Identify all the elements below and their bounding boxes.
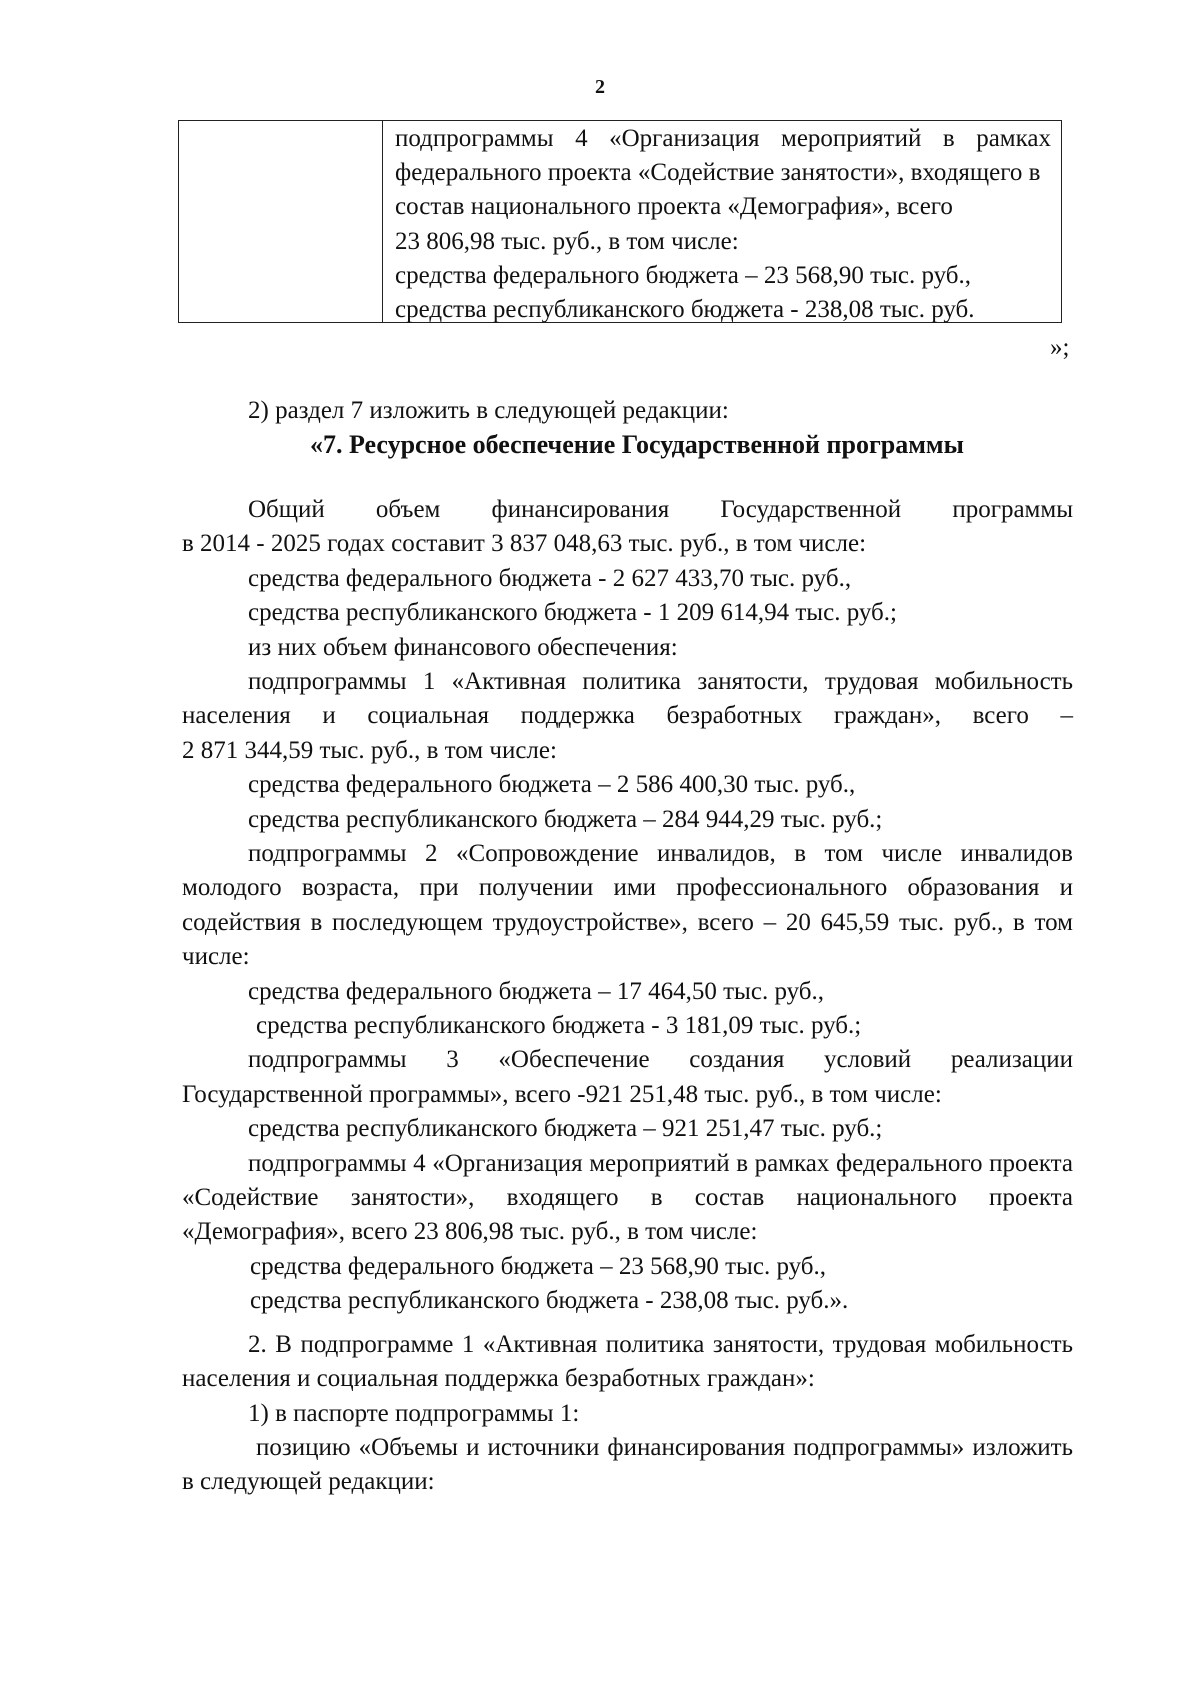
table-line: состав национального проекта «Демография», всего	[395, 193, 953, 221]
paragraph-line: «Демография», всего 23 806,98 тыс. руб., в том числе:	[182, 1218, 758, 1245]
item-2-text: 2) раздел 7 изложить в следующей редакции:	[248, 397, 729, 424]
section-heading: «7. Ресурсное обеспечение Государственной программы	[310, 430, 964, 459]
paragraph-line: средства республиканского бюджета - 1 209 614,94 тыс. руб.;	[248, 599, 897, 626]
paragraph-line: числе:	[182, 943, 250, 970]
paragraph-line: в следующей редакции:	[182, 1468, 435, 1495]
table-line: подпрограммы 4 «Организация мероприятий в рамках	[395, 125, 1051, 152]
paragraph-line: из них объем финансового обеспечения:	[248, 634, 678, 661]
table-line: 23 806,98 тыс. руб., в том числе:	[395, 227, 739, 255]
paragraph-line: 1) в паспорте подпрограммы 1:	[248, 1400, 580, 1427]
paragraph-line: средства федерального бюджета – 23 568,90 тыс. руб.,	[250, 1253, 827, 1280]
paragraph-line: 2. В подпрограмме 1 «Активная политика занятости, трудовая мобильность	[248, 1331, 1073, 1358]
table-line: средства федерального бюджета – 23 568,90 тыс. руб.,	[395, 261, 972, 289]
paragraph-line: средства республиканского бюджета – 921 251,47 тыс. руб.;	[248, 1115, 883, 1142]
paragraph-line: средства республиканского бюджета - 238,08 тыс. руб.».	[250, 1287, 849, 1314]
table-right-cell	[383, 121, 1061, 322]
paragraph-line: содействия в последующем трудоустройстве», всего – 20 645,59 тыс. руб., в том	[182, 909, 1073, 936]
table-left-cell	[179, 121, 383, 322]
funding-table	[178, 120, 1062, 323]
paragraph-line: позицию «Объемы и источники финансирования подпрограммы» изложить	[256, 1434, 1073, 1461]
table-line: федерального проекта «Содействие занятости», входящего в	[395, 159, 1041, 187]
page-number: 2	[595, 76, 605, 98]
paragraph-line: 2 871 344,59 тыс. руб., в том числе:	[182, 737, 557, 764]
paragraph-line: подпрограммы 3 «Обеспечение создания условий реализации	[248, 1046, 1073, 1073]
closing-quote: »;	[1050, 334, 1070, 361]
paragraph-line: средства республиканского бюджета – 284 944,29 тыс. руб.;	[248, 806, 883, 833]
paragraph-line: средства федерального бюджета – 2 586 400,30 тыс. руб.,	[248, 771, 856, 798]
paragraph-line: Государственной программы», всего -921 251,48 тыс. руб., в том числе:	[182, 1081, 942, 1108]
paragraph-line: подпрограммы 1 «Активная политика занятости, трудовая мобильность	[248, 668, 1073, 695]
paragraph-line: Общий объем финансирования Государственной программы	[248, 496, 1073, 523]
paragraph-line: населения и социальная поддержка безработных граждан», всего –	[182, 702, 1073, 729]
paragraph-line: молодого возраста, при получении ими профессионального образования и	[182, 874, 1073, 901]
table-line: средства республиканского бюджета - 238,08 тыс. руб.	[395, 296, 975, 324]
paragraph-line: подпрограммы 4 «Организация мероприятий в рамках федерального проекта	[248, 1150, 1073, 1177]
paragraph-line: средства федерального бюджета – 17 464,50 тыс. руб.,	[248, 978, 825, 1005]
paragraph-line: средства республиканского бюджета - 3 181,09 тыс. руб.;	[256, 1012, 862, 1039]
paragraph-line: средства федерального бюджета - 2 627 433,70 тыс. руб.,	[248, 565, 852, 592]
paragraph-line: подпрограммы 2 «Сопровождение инвалидов, в том числе инвалидов	[248, 840, 1073, 867]
paragraph-line: в 2014 - 2025 годах составит 3 837 048,63 тыс. руб., в том числе:	[182, 530, 867, 557]
paragraph-line: населения и социальная поддержка безработных граждан»:	[182, 1365, 815, 1392]
paragraph-line: «Содействие занятости», входящего в состав национального проекта	[182, 1184, 1073, 1211]
